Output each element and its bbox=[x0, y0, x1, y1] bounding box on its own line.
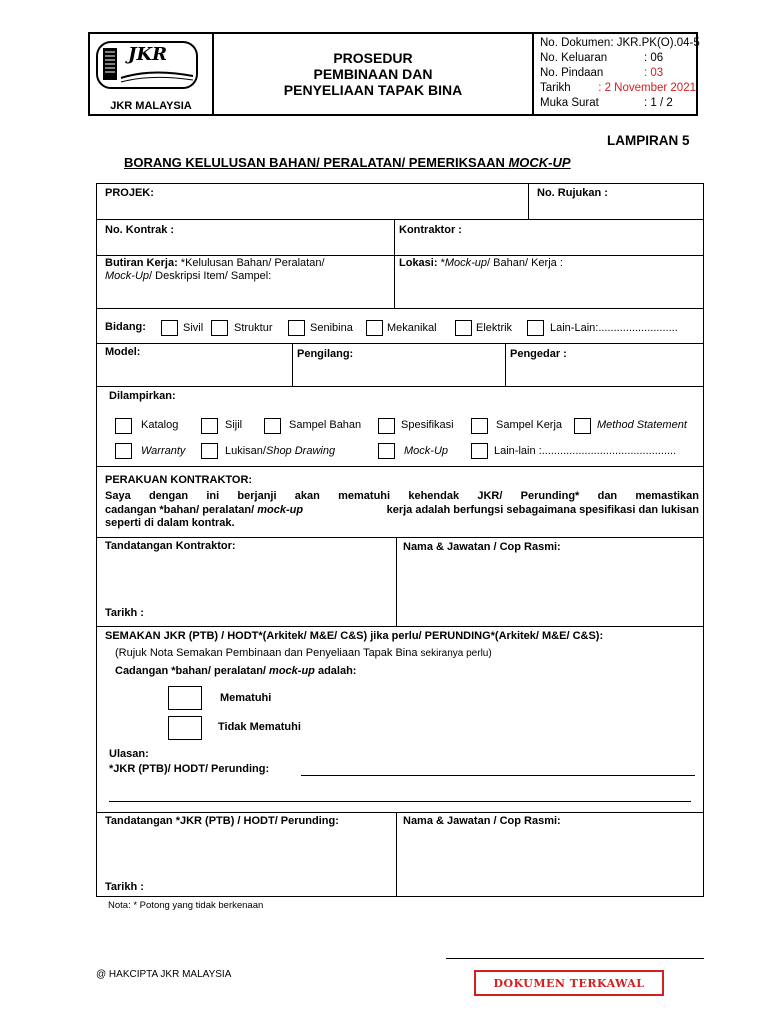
meta-key: Muka Surat bbox=[540, 97, 599, 109]
cadangan-mockup: mock-up bbox=[269, 665, 315, 677]
meta-value: : JKR.PK(O).04-5 bbox=[610, 37, 700, 49]
perakuan-text-a bbox=[105, 504, 303, 516]
perakuan-line: Saya dengan ini berjanji akan mematuhi kehendak JKR/ Perunding* dan memastikan bbox=[105, 490, 699, 502]
kontraktor-label: Kontraktor : bbox=[399, 224, 462, 236]
meta-key: Tarikh bbox=[540, 82, 571, 94]
logo-cell bbox=[90, 34, 214, 114]
butiran-mockup: Mock-Up bbox=[105, 270, 150, 282]
form-title-text: BORANG KELULUSAN BAHAN/ PERALATAN/ PEMERIKSAAN bbox=[124, 155, 509, 170]
tandatangan-kontraktor-label: Tandatangan Kontraktor: bbox=[105, 540, 236, 552]
bidang-option: Lain-Lain:.......................... bbox=[550, 322, 678, 334]
model-label: Model: bbox=[105, 346, 141, 358]
procedure-title bbox=[214, 34, 534, 114]
bidang-option: Struktur bbox=[234, 322, 273, 334]
mockup-checkbox[interactable] bbox=[378, 443, 395, 459]
shop-drawing-text: Shop Drawing bbox=[265, 445, 336, 457]
ulasan-label: Ulasan: bbox=[109, 748, 149, 760]
attachment-option: Spesifikasi bbox=[401, 419, 454, 431]
perakuan-mockup: mock-up bbox=[257, 504, 304, 516]
meta-value: : 06 bbox=[644, 52, 664, 64]
pengilang-label: Pengilang: bbox=[297, 348, 354, 360]
nama-jawatan-label-2: Nama & Jawatan / Cop Rasmi: bbox=[403, 815, 561, 827]
attachment-option: Katalog bbox=[141, 419, 179, 431]
attachment-option: Lain-lain :............................................ bbox=[494, 445, 677, 457]
attachment-option-lukisan bbox=[225, 445, 335, 457]
butiran-text: *Kelulusan Bahan/ Peralatan/ bbox=[177, 257, 325, 269]
lokasi bbox=[399, 257, 563, 269]
semakan-note-text: (Rujuk Nota Semakan Pembinaan dan Penyeliaan Tapak Bina bbox=[115, 647, 421, 659]
bidang-option: Mekanikal bbox=[387, 322, 437, 334]
lokasi-pre: * bbox=[437, 257, 445, 269]
semakan-note-small: sekiranya perlu) bbox=[420, 648, 492, 659]
nota: Nota: * Potong yang tidak berkenaan bbox=[108, 900, 264, 911]
method-statement-checkbox[interactable] bbox=[574, 418, 591, 434]
lokasi-label: Lokasi: bbox=[399, 257, 438, 269]
butiran-label: Butiran Kerja: bbox=[105, 257, 178, 269]
bidang-option: Elektrik bbox=[476, 322, 513, 334]
sampel-kerja-checkbox[interactable] bbox=[471, 418, 488, 434]
attachment-option: Sampel Bahan bbox=[289, 419, 362, 431]
perakuan-part: cadangan *bahan/ peralatan/ bbox=[105, 504, 258, 516]
form-title-italic: MOCK-UP bbox=[508, 155, 571, 170]
meta-key: No. Pindaan bbox=[540, 67, 604, 79]
nama-jawatan-label: Nama & Jawatan / Cop Rasmi: bbox=[403, 541, 561, 553]
cadangan-text bbox=[115, 665, 356, 677]
title-line: PENYELIAAN TAPAK BINA bbox=[283, 82, 463, 98]
cadangan-part: Cadangan *bahan/ peralatan/ bbox=[115, 665, 270, 677]
cadangan-part: adalah: bbox=[314, 665, 357, 677]
tidak-mematuhi-label: Tidak Mematuhi bbox=[218, 721, 301, 733]
perakuan-line2 bbox=[105, 504, 699, 516]
attachment-option: Method Statement bbox=[597, 419, 687, 431]
attachment-option: Mock-Up bbox=[404, 445, 449, 457]
sijil-checkbox[interactable] bbox=[201, 418, 218, 434]
bidang-option: Sivil bbox=[183, 322, 204, 334]
bidang-elektrik-checkbox[interactable] bbox=[455, 320, 472, 336]
ulasan-line-2[interactable] bbox=[109, 801, 691, 802]
lainlain-checkbox[interactable] bbox=[471, 443, 488, 459]
meta-row bbox=[540, 51, 696, 66]
attachment-option: Warranty bbox=[141, 445, 186, 457]
butiran-desc: / Deskripsi Item/ Sampel: bbox=[149, 270, 272, 282]
meta-key: No. Keluaran bbox=[540, 52, 608, 64]
document-header bbox=[88, 32, 698, 116]
meta-row bbox=[540, 96, 696, 111]
ulasan-line-1[interactable] bbox=[301, 775, 695, 776]
logo-text: JKR bbox=[128, 44, 168, 65]
spesifikasi-checkbox[interactable] bbox=[378, 418, 395, 434]
semakan-note bbox=[115, 647, 492, 659]
perakuan-line: seperti di dalam kontrak. bbox=[105, 517, 235, 529]
mematuhi-label: Mematuhi bbox=[220, 692, 272, 704]
tidak-mematuhi-checkbox[interactable] bbox=[168, 716, 202, 740]
warranty-checkbox[interactable] bbox=[115, 443, 132, 459]
tarikh-label: Tarikh : bbox=[105, 607, 144, 619]
lokasi-mockup: Mock-up bbox=[444, 257, 488, 269]
bidang-struktur-checkbox[interactable] bbox=[211, 320, 228, 336]
meta-value: : 03 bbox=[644, 67, 664, 79]
bidang-label: Bidang: bbox=[105, 321, 146, 333]
title-line: PROSEDUR bbox=[333, 50, 413, 66]
mematuhi-checkbox[interactable] bbox=[168, 686, 202, 710]
bidang-option: Senibina bbox=[310, 322, 353, 334]
footer-divider bbox=[446, 958, 704, 959]
tandatangan-jkr-label: Tandatangan *JKR (PTB) / HODT/ Perunding: bbox=[105, 815, 339, 827]
dilampirkan-label: Dilampirkan: bbox=[109, 390, 176, 402]
meta-row bbox=[540, 36, 700, 51]
no-kontrak-label: No. Kontrak : bbox=[105, 224, 175, 236]
ulasan-by-label: *JKR (PTB)/ HODT/ Perunding: bbox=[109, 763, 270, 775]
meta-key: No. Dokumen bbox=[540, 37, 611, 49]
projek-label: PROJEK: bbox=[105, 187, 154, 199]
copyright: @ HAKCIPTA JKR MALAYSIA bbox=[96, 969, 232, 980]
bidang-senibina-checkbox[interactable] bbox=[288, 320, 305, 336]
bidang-lainlain-checkbox[interactable] bbox=[527, 320, 544, 336]
bidang-sivil-checkbox[interactable] bbox=[161, 320, 178, 336]
bidang-mekanikal-checkbox[interactable] bbox=[366, 320, 383, 336]
lokasi-rest: / Bahan/ Kerja : bbox=[487, 257, 563, 269]
pengedar-label: Pengedar : bbox=[510, 348, 567, 360]
meta-row bbox=[540, 81, 696, 96]
approval-form bbox=[96, 183, 704, 897]
document-meta bbox=[536, 34, 700, 114]
lampiran-label: LAMPIRAN 5 bbox=[607, 133, 690, 148]
perakuan-title: PERAKUAN KONTRAKTOR: bbox=[105, 474, 253, 486]
meta-value: : 1 / 2 bbox=[644, 97, 673, 109]
attachment-option: Sampel Kerja bbox=[496, 419, 563, 431]
meta-value: : 2 November 2021 bbox=[598, 82, 696, 94]
title-line: PEMBINAAN DAN bbox=[313, 66, 433, 82]
controlled-document-stamp: DOKUMEN TERKAWAL bbox=[474, 970, 664, 996]
katalog-checkbox[interactable] bbox=[115, 418, 132, 434]
form-title bbox=[124, 155, 571, 170]
tarikh-label-2: Tarikh : bbox=[105, 881, 144, 893]
meta-row bbox=[540, 66, 696, 81]
butiran-line2 bbox=[105, 270, 271, 282]
attachment-option: Sijil bbox=[225, 419, 243, 431]
semakan-title: SEMAKAN JKR (PTB) / HODT*(Arkitek/ M&E/ C&S) jika perlu/ PERUNDING*(Arkitek/ M&E/ C&S): bbox=[105, 630, 604, 642]
no-rujukan-label: No. Rujukan : bbox=[537, 187, 608, 199]
perakuan-part: kerja adalah berfungsi sebagaimana spesifikasi dan lukisan bbox=[386, 504, 699, 516]
org-name: JKR MALAYSIA bbox=[110, 100, 192, 112]
lukisan-checkbox[interactable] bbox=[201, 443, 218, 459]
butiran-kerja bbox=[105, 257, 325, 269]
lukisan-text: Lukisan/ bbox=[225, 445, 266, 457]
sampel-bahan-checkbox[interactable] bbox=[264, 418, 281, 434]
